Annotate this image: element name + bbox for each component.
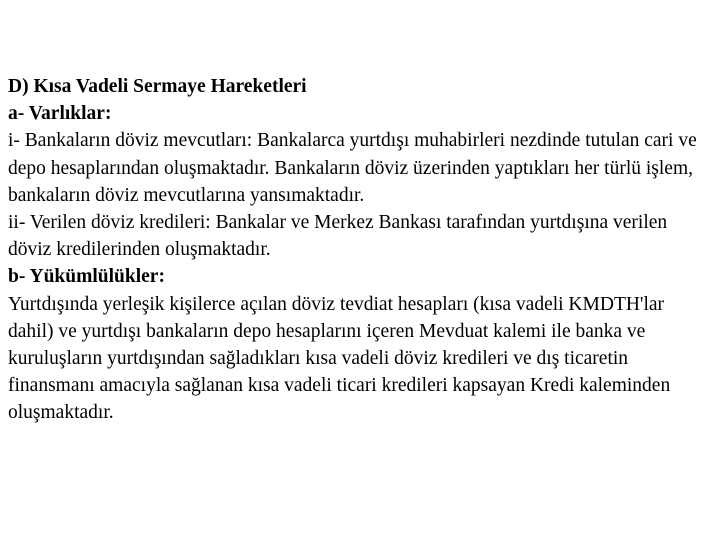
liabilities-heading: b- Yükümlülükler: bbox=[8, 266, 165, 288]
assets-heading: a- Varlıklar: bbox=[8, 103, 112, 125]
slide-title: D) Kısa Vadeli Sermaye Hareketleri bbox=[8, 76, 307, 97]
assets-item-currency-holdings: i- Bankaların döviz mevcutları: Bankalarca yurtdışı muhabirleri nezdinde tutulan cari ve depo hesaplarından oluşmaktadır. Bankaların döviz üzerinden yaptıkları her türlü işlem, bankaların döviz mevcutlarına yansımaktadır. bbox=[8, 130, 697, 206]
slide-text-block bbox=[8, 73, 714, 427]
assets-item-foreign-loans: ii- Verilen döviz kredileri: Bankalar ve Merkez Bankası tarafından yurtdışına verilen döviz kredilerinden oluşmaktadır. bbox=[8, 212, 668, 261]
liabilities-body: Yurtdışında yerleşik kişilerce açılan döviz tevdiat hesapları (kısa vadeli KMDTH'lar dahil) ve yurtdışı bankaların depo hesaplarını içeren Mevduat kalemi ile banka ve kuruluşların yurtdışından sağladıkları kısa vadeli döviz kredileri ve dış ticaretin finansmanı amacıyla sağlanan kısa vadeli ticari kredileri kapsayan Kredi kaleminden oluşmaktadır. bbox=[8, 293, 671, 424]
